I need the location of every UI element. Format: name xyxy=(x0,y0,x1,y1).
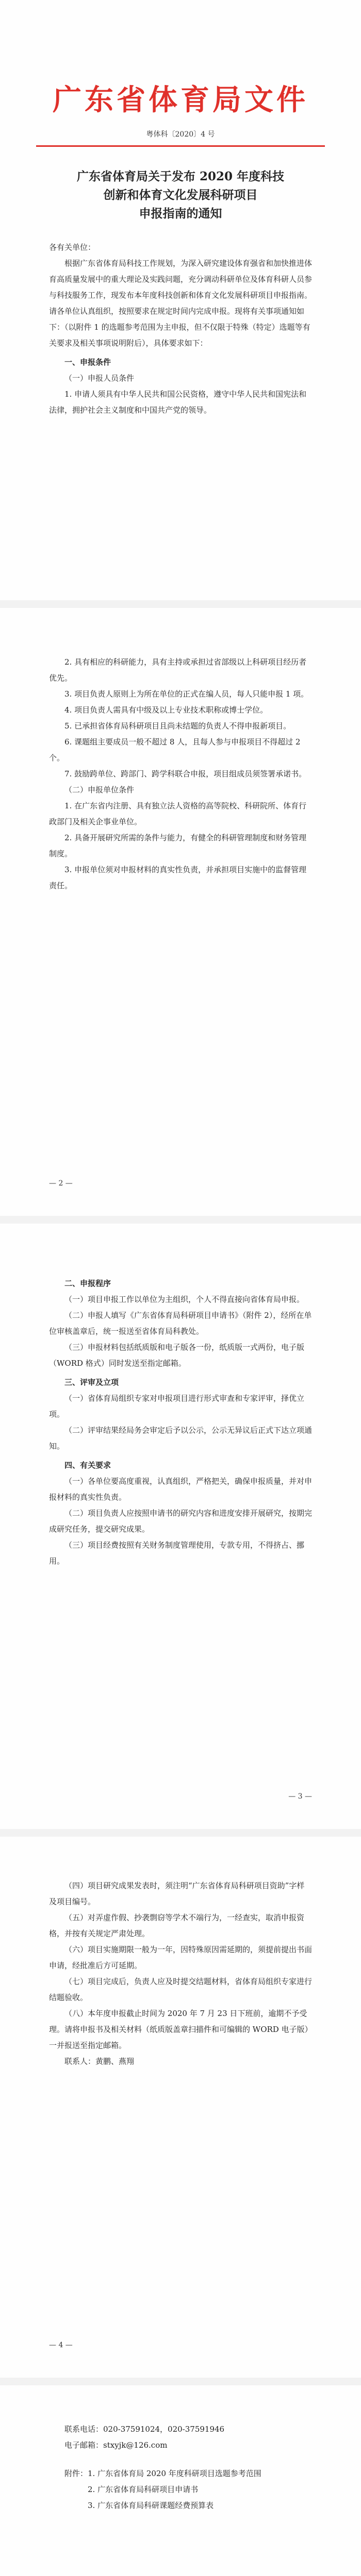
title-line-3: 申报指南的通知 xyxy=(139,207,222,221)
title-line-1: 广东省体育局关于发布 2020 年度科技 xyxy=(76,170,285,183)
section-4-item-6: （六）项目实施期限一般为一年，因特殊原因需延期的，须提前提出书面申请，经批准后方可延期。 xyxy=(49,1945,313,1970)
section-4-item-4: （四）项目研究成果发表时，须注明“广东省体育局科研项目资助”字样及项目编号。 xyxy=(49,1881,305,1906)
section-1b-title: （二）申报单位条件 xyxy=(64,785,135,794)
section-2-item-3: （三）申报材料包括纸质版和电子版各一份，纸质版一式两份，电子版（WORD 格式）同时发送至指定邮箱。 xyxy=(49,1343,305,1368)
section-2-item-2: （二）申报人填写《广东省体育局科研项目申请书》（附件 2），经所在单位审核盖章后，统一报送至省体育局科教处。 xyxy=(49,1311,312,1336)
section-2-title: 二、申报程序 xyxy=(64,1279,111,1288)
section-1a-item-2: 2. 具有相应的科研能力，具有主持或承担过省部级以上科研项目经历者优先。 xyxy=(49,657,307,683)
page-1-body xyxy=(49,240,312,418)
section-4-item-2: （二）项目负责人应按照申请书的研究内容和进度安排开展研究，按期完成研究任务，提交研究成果。 xyxy=(49,1509,313,1534)
recipients: 各有关单位： xyxy=(49,243,96,252)
section-1a-item-6: 6. 课题组主要成员一般不超过 8 人，且每人参与申报项目不得超过 2 个。 xyxy=(49,737,301,762)
document-masthead: 广东省体育局文件 xyxy=(53,83,308,117)
section-1a-title: （一）申报人员条件 xyxy=(64,374,135,383)
page-5-body xyxy=(49,2421,312,2514)
title-line-2: 创新和体育文化发展科研项目 xyxy=(103,188,258,202)
section-3-item-1: （一）省体育局组织专家对申报项目进行形式审查和专家评审，择优立项。 xyxy=(49,1394,305,1419)
page-1 xyxy=(0,0,361,600)
contact-phone: 联系电话：020-37591024，020-37591946 xyxy=(64,2425,225,2434)
page-number-3: — 3 — xyxy=(288,1792,312,1801)
section-1a-item-7: 7. 鼓励跨单位、跨部门、跨学科联合申报，项目组成员须签署承诺书。 xyxy=(64,769,307,778)
red-divider xyxy=(36,145,325,147)
page-2 xyxy=(0,608,361,1216)
section-1b-item-1: 1. 在广东省内注册、具有独立法人资格的高等院校、科研院所、体育行政部门及相关企事业单位。 xyxy=(49,801,307,826)
contact-people: 联系人：黄鹏、燕翔 xyxy=(64,2057,135,2066)
section-3-title: 三、评审及立项 xyxy=(64,1378,119,1387)
section-1-title: 一、申报条件 xyxy=(64,358,111,367)
document-number: 粤体科〔2020〕4 号 xyxy=(146,130,215,139)
section-2-item-1: （一）项目申报工作以单位为主组织，个人不得直接向省体育局申报。 xyxy=(64,1295,305,1304)
section-1a-item-5: 5. 已承担省体育局科研项目且尚未结题的负责人不得申报新项目。 xyxy=(64,721,291,731)
page-number-2: — 2 — xyxy=(49,1179,73,1188)
page-3 xyxy=(0,1224,361,1829)
section-1b-item-2: 2. 具备开展研究所需的条件与能力，有健全的科研管理制度和财务管理制度。 xyxy=(49,833,307,858)
section-4-title: 四、有关要求 xyxy=(64,1461,111,1470)
section-1a-item-3: 3. 项目负责人原则上为所在单位的正式在编人员，每人只能申报 1 项。 xyxy=(64,689,309,699)
section-1b-item-3: 3. 申报单位须对申报材料的真实性负责，并承担项目实施中的监督管理责任。 xyxy=(49,865,307,890)
page-number-4: — 4 — xyxy=(49,2341,73,2349)
attachment-3: 3. 广东省体育局科研课题经费预算表 xyxy=(88,2501,214,2510)
section-4-item-5: （五）对弄虚作假、抄袭剽窃等学术不端行为，一经查实，取消申报资格，并按有关规定严肃处理。 xyxy=(49,1913,305,1938)
attachment-2: 2. 广东省体育局科研项目申请书 xyxy=(88,2485,199,2494)
section-4-item-7: （七）项目完成后，负责人应及时提交结题材料，省体育局组织专家进行结题验收。 xyxy=(49,1977,313,2002)
section-1a-item-1: 1. 申请人须具有中华人民共和国公民资格，遵守中华人民共和国宪法和法律，拥护社会主义制度和中国共产党的领导。 xyxy=(49,389,307,415)
section-4-item-1: （一）各单位要高度重视，认真组织，严格把关，确保申报质量，并对申报材料的真实性负责。 xyxy=(49,1477,313,1502)
contact-email: 电子邮箱：stxyjk@126.com xyxy=(64,2441,168,2450)
page-4 xyxy=(0,1837,361,2378)
section-4-item-3: （三）项目经费按照有关财务制度管理使用，专款专用，不得挤占、挪用。 xyxy=(49,1540,305,1566)
page-3-body xyxy=(49,1273,312,1569)
document-title xyxy=(0,167,361,223)
page-2-body xyxy=(49,654,312,894)
section-1a-item-4: 4. 项目负责人需具有中级及以上专业技术职称或博士学位。 xyxy=(64,705,268,715)
section-4-item-8: （八）本年度申报截止时间为 2020 年 7 月 23 日下班前，逾期不予受理。请将申报书及相关材料（纸质版盖章扫描件和可编辑的 WORD 电子版）一并报送至指定邮箱。 xyxy=(49,2009,309,2050)
page-4-body xyxy=(49,1878,312,2070)
section-3-item-2: （二）评审结果经局务会审定后予以公示，公示无异议后正式下达立项通知。 xyxy=(49,1426,313,1451)
attachment-1: 附件：1. 广东省体育局 2020 年度科研项目选题参考范围 xyxy=(64,2469,261,2478)
intro-paragraph: 根据广东省体育局科技工作规划，为深入研究建设体育强省和加快推进体育高质量发展中的重大理论及实践问题，充分调动科研单位及体育科研人员参与科技服务工作，现发布本年度科技创新和体育文化发展科研项目申报指南。请各单位认真组织，按照要求在规定时间内完成申报。现将有关事项通知如下：（以附件 1 的选题参考范围为主申报，但不仅限于特殊（特定）选题等有关要求及相关事项说明附后），具体要求如下： xyxy=(49,259,313,348)
page-5 xyxy=(0,2385,361,2576)
